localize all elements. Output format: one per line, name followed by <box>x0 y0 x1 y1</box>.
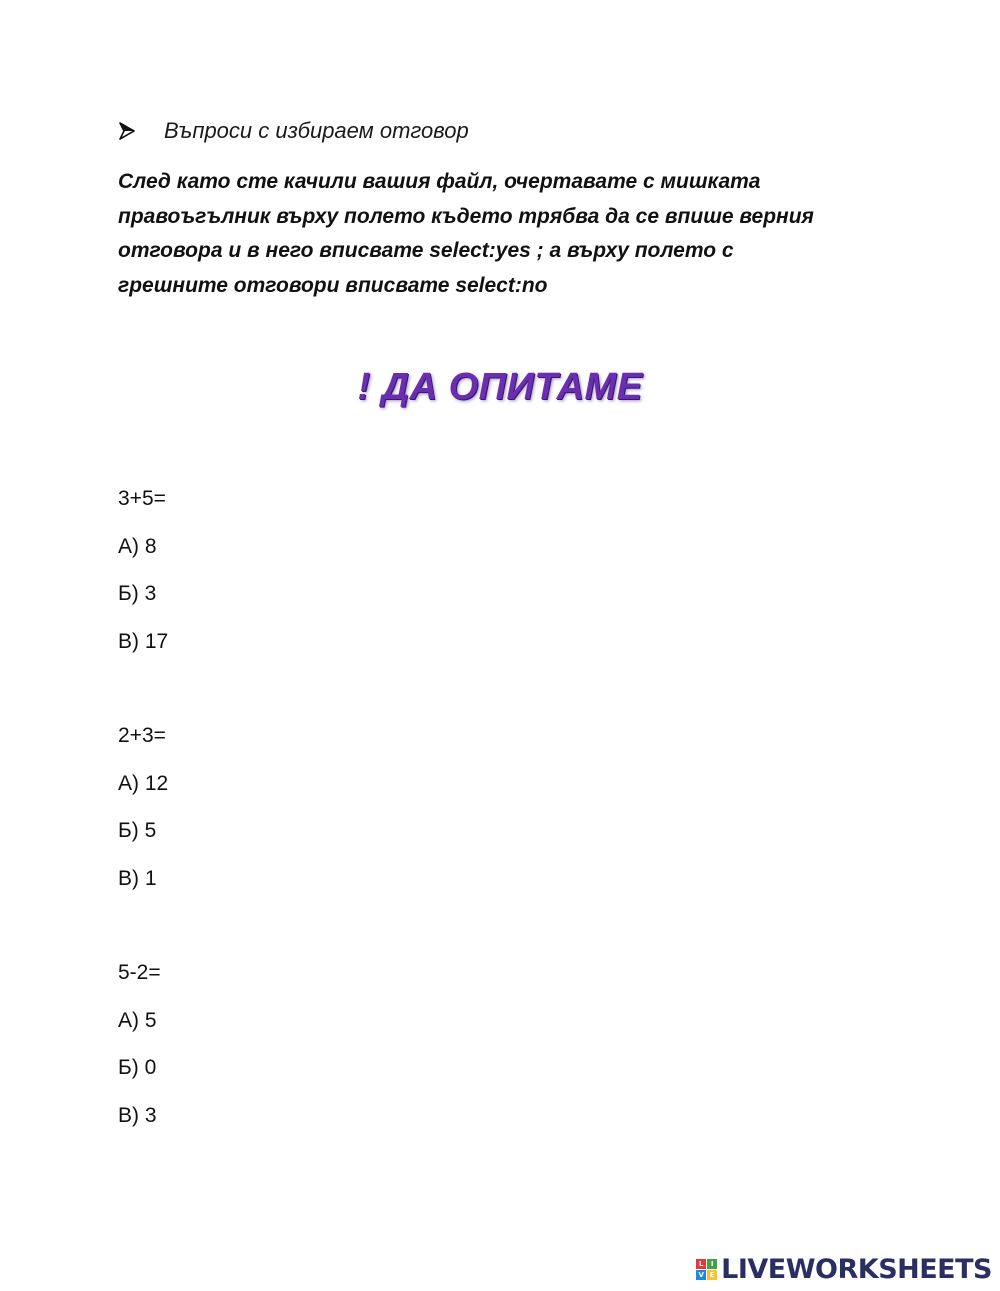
logo-mark-letter: E <box>707 1270 717 1280</box>
logo-mark-letter: V <box>696 1270 706 1280</box>
answer-option[interactable]: А) 8 <box>118 534 157 558</box>
answer-option[interactable]: В) 1 <box>118 866 157 890</box>
instructions-paragraph <box>118 165 898 303</box>
question-3 <box>118 956 618 1146</box>
logo-mark-icon <box>696 1259 717 1280</box>
arrow-bullet-icon <box>118 121 136 141</box>
instructions-line: грешните отговори вписвате select:no <box>118 273 548 297</box>
question-prompt: 3+5= <box>118 487 166 510</box>
instructions-line: След като сте качили вашия файл, очертавате с мишката <box>118 170 761 193</box>
answer-option[interactable]: В) 17 <box>118 629 169 653</box>
logo-mark-letter: L <box>696 1259 706 1269</box>
question-2 <box>118 719 618 909</box>
answer-option[interactable]: Б) 0 <box>118 1056 157 1079</box>
section-heading <box>118 118 469 144</box>
section-heading-text: Въпроси с избираем отговор <box>164 118 469 143</box>
question-prompt: 5-2= <box>118 961 161 984</box>
answer-option[interactable]: А) 5 <box>118 1008 157 1032</box>
answer-option[interactable]: Б) 3 <box>118 582 157 605</box>
answer-option[interactable]: В) 3 <box>118 1103 157 1127</box>
answer-option[interactable]: А) 12 <box>118 771 169 795</box>
lets-try-headline: ! ДА ОПИТАМЕ <box>357 366 643 408</box>
liveworksheets-logo <box>696 1254 992 1285</box>
logo-mark-letter: I <box>707 1259 717 1269</box>
quiz-section <box>118 482 618 1193</box>
logo-text: LIVEWORKSHEETS <box>721 1254 992 1285</box>
instructions-line: правоъгълник върху полето където трябва да се впише верния <box>118 204 814 228</box>
question-prompt: 2+3= <box>118 724 166 747</box>
instructions-line: отговора и в него вписвате select:yes ; а върху полето с <box>118 239 734 262</box>
answer-option[interactable]: Б) 5 <box>118 819 157 842</box>
question-1 <box>118 482 618 672</box>
